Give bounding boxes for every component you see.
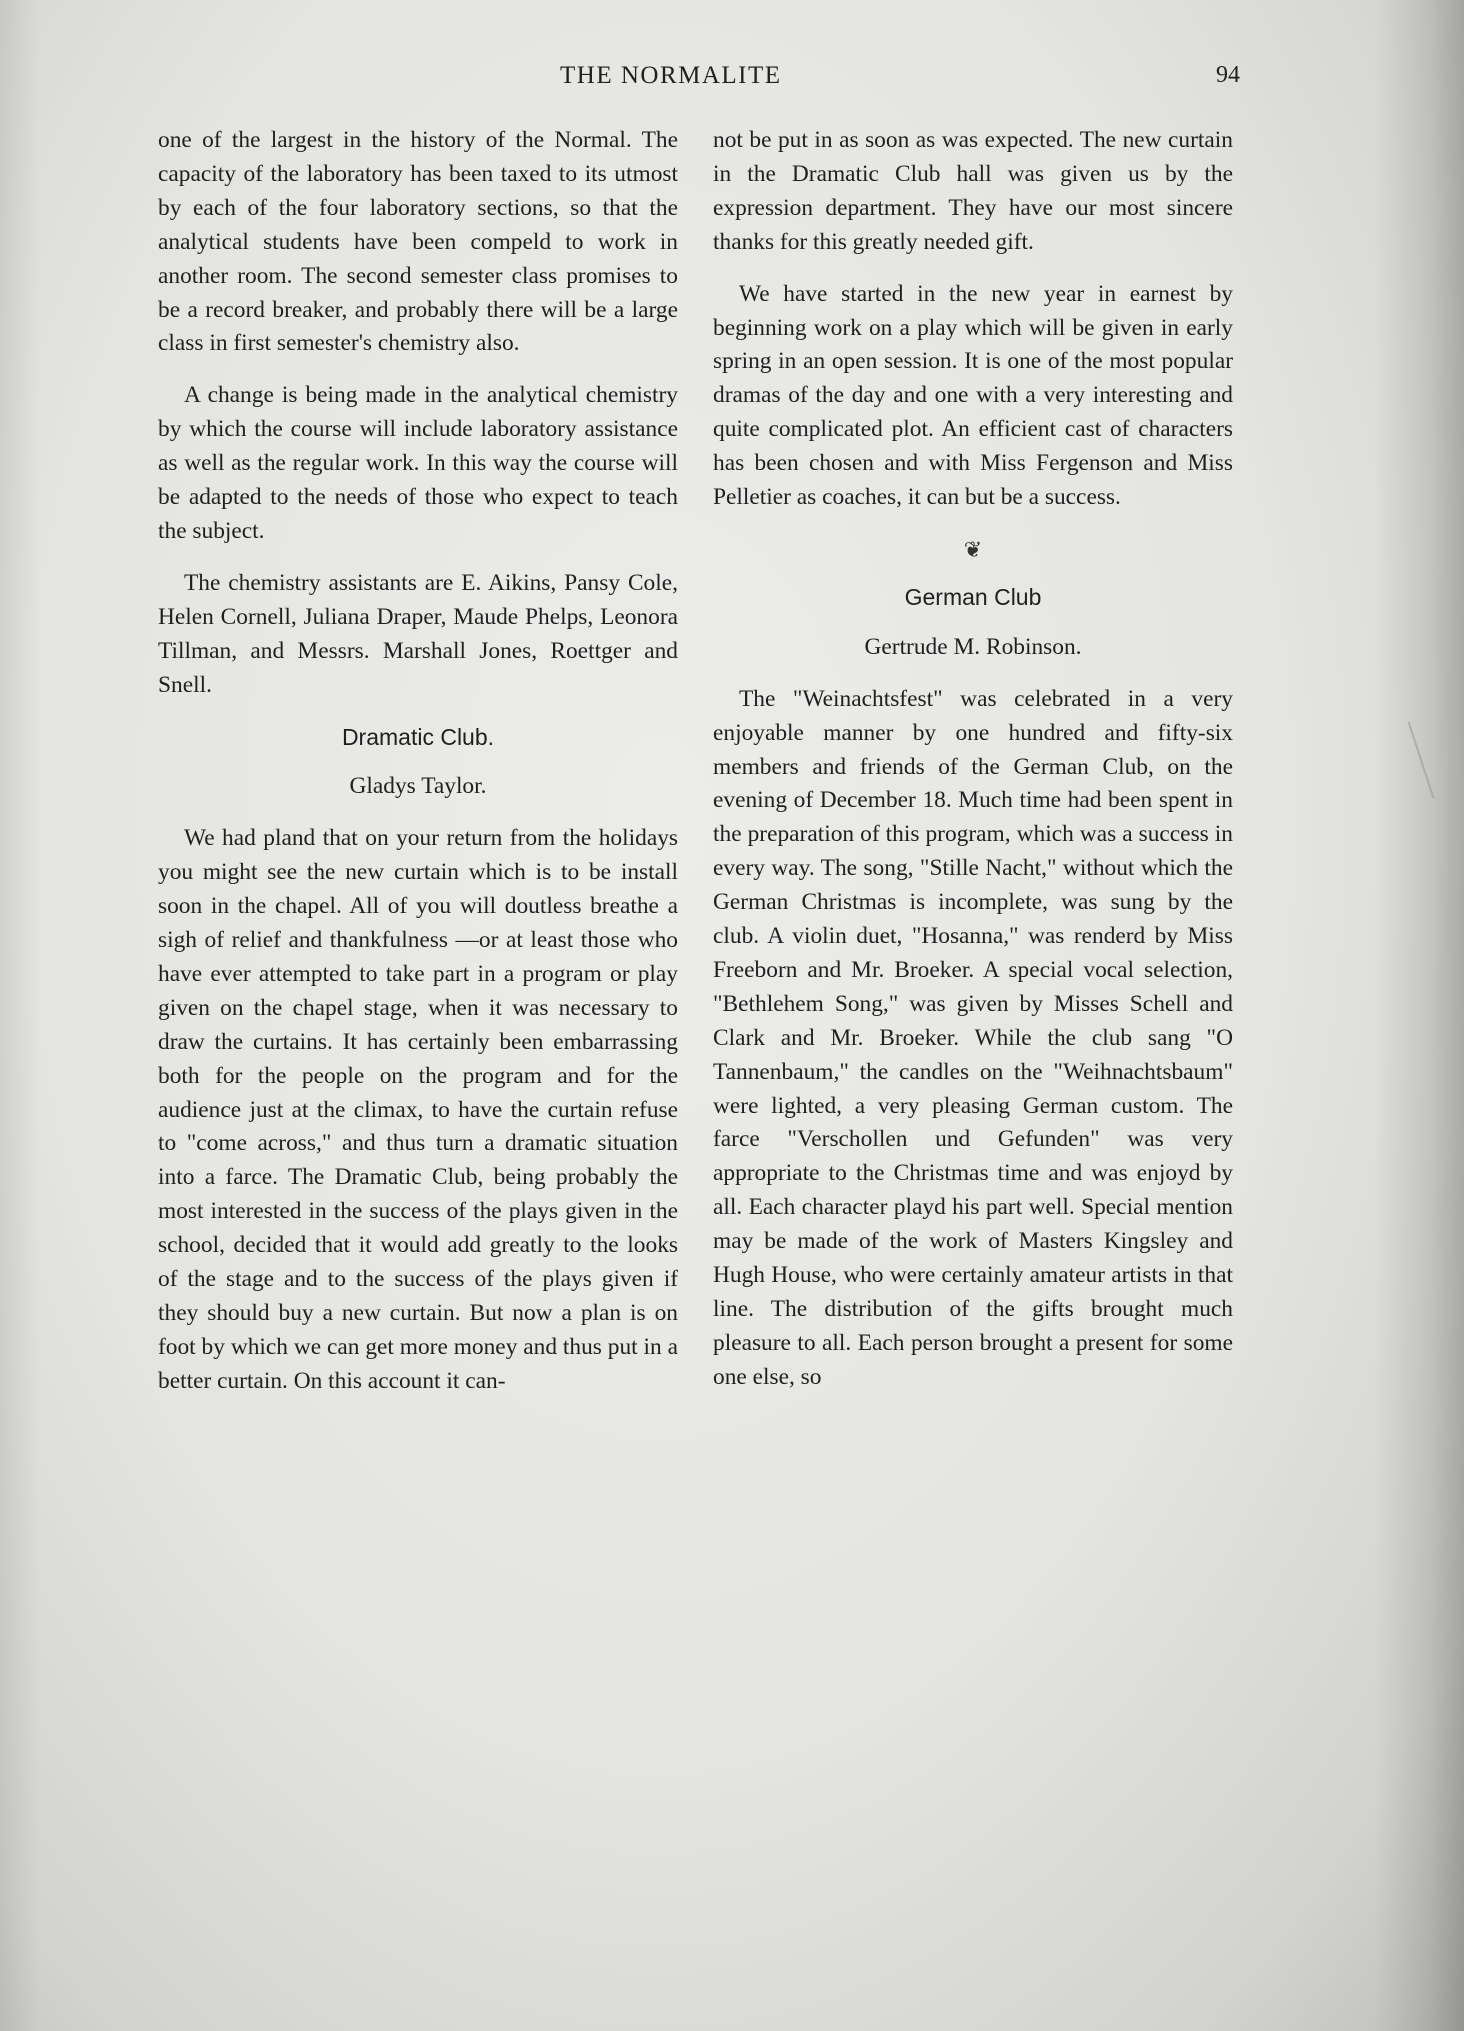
dramatic-club-paragraph: We had pland that on your return from the holidays you might see the new curtain which is to be install soon in the chapel. All of you will doutless breathe a sigh of relief and thankfulness —or at least those who have ever attempted to take part in a program or play given on the chapel stage, when it was necessary to draw the curtains. It has certainly been embarrassing both for the people on the program and for the audience just at the climax, to have the curtain refuse to "come across," and thus turn a dramatic situation into a farce. The Dramatic Club, being probably the most interested in the success of the plays given in the school, decided that it would add greatly to the looks of the stage and to the success of the plays given if they should buy a new curtain. But now a plan is on foot by which we can get more money and thus put in a better curtain. On this account it can- (158, 825, 678, 1394)
german-club-byline: Gertrude M. Robinson. (864, 633, 1082, 660)
chemistry-paragraph-1: one of the largest in the history of the Normal. The capacity of the laboratory has been taxed to its utmost by each of the four laboratory sections, so that the analytical students have been compeld to work in another room. The second semester class promises to be a record breaker, and probably there will be a large class in first semester's chemistry also. (158, 127, 678, 357)
running-head-title: THE NORMALITE (560, 62, 782, 89)
right-column (713, 124, 1233, 1413)
left-column (158, 124, 678, 1417)
page-edge-shadow-right (1374, 0, 1464, 2031)
german-club-heading: German Club (904, 583, 1042, 610)
page-number: 94 (1216, 62, 1240, 88)
chemistry-paragraph-2: A change is being made in the analytical chemistry by which the course will include laboratory assistance as well as the regular work. In this way the course will be adapted to the needs of those who expect to teach the subject. (158, 382, 678, 544)
dramatic-club-byline: Gladys Taylor. (349, 773, 487, 800)
page-edge-shadow-left (0, 0, 40, 2031)
chemistry-paragraph-3: The chemistry assistants are E. Aikins, Pansy Cole, Helen Cornell, Juliana Draper, Maude Phelps, Leonora Tillman, and Messrs. Marshall Jones, Roettger and Snell. (158, 569, 678, 698)
play-paragraph: We have started in the new year in earnest by beginning work on a play which will be given in early spring in an open session. It is one of the most popular dramas of the day and one with a very interesting and quite complicated plot. An efficient cast of characters has been chosen and with Miss Fergenson and Miss Pelletier as coaches, it can but be a success. (713, 280, 1233, 511)
german-club-paragraph: The "Weinachtsfest" was celebrated in a very enjoyable manner by one hundred and fifty-six members and friends of the German Club, on the evening of December 18. Much time had been spent in the preparation of this program, which was a success in every way. The song, "Stille Nacht," without which the German Christmas is incomplete, was sung by the club. A violin duet, "Hosanna," was renderd by Miss Freeborn and Mr. Broeker. A special vocal selection, "Bethlehem Song," was given by Misses Schell and Clark and Mr. Broeker. While the club sang "O Tannenbaum," the candles on the "Weihnachtsbaum" were lighted, a very pleasing German custom. The farce "Verschollen und Gefunden" was very appropriate to the Christmas time and was enjoyd by all. Each character playd his part well. Special mention may be made of the work of Masters Kingsley and Hugh House, who were certainly amateur artists in that line. The distribution of the gifts brought much pleasure to all. Each person brought a present for some one else, so (713, 685, 1233, 1390)
dramatic-club-heading: Dramatic Club. (341, 723, 495, 750)
section-ornament-icon: ❦ (963, 536, 983, 562)
dramatic-club-continuation: not be put in as soon as was expected. The new curtain in the Dramatic Club hall was given us by the expression department. They have our most sincere thanks for this greatly needed gift. (713, 127, 1233, 255)
